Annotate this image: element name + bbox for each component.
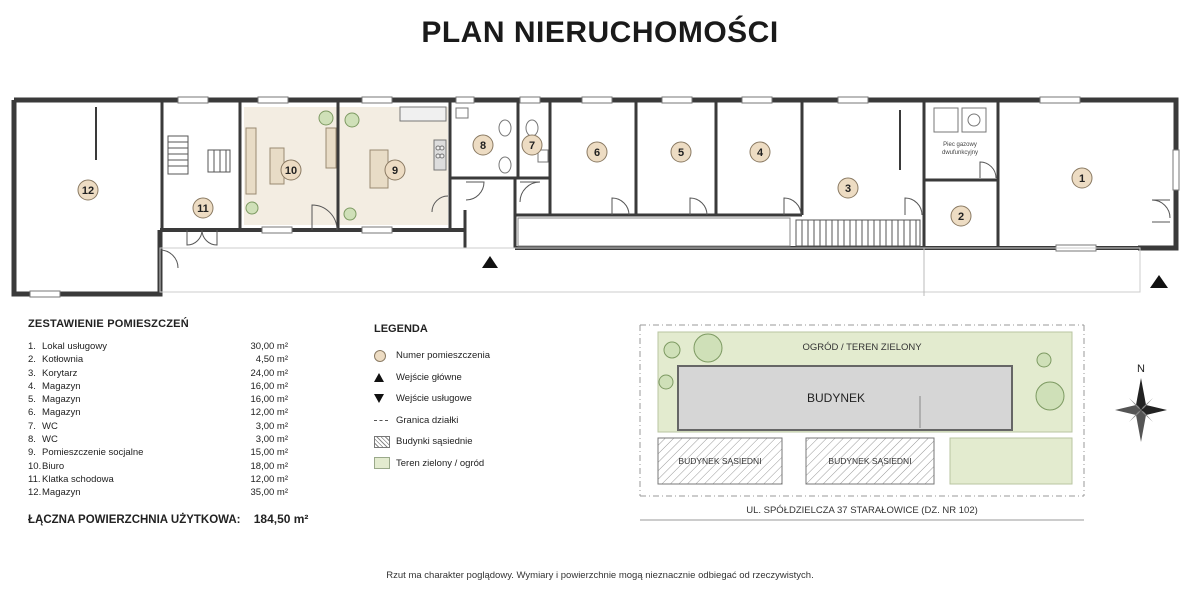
room-row-name: 12.Magazyn <box>28 487 81 499</box>
legend-green-area: Teren zielony / ogród <box>374 453 574 475</box>
total-label: ŁĄCZNA POWIERZCHNIA UŻYTKOWA: <box>28 514 241 526</box>
green-area-small <box>950 438 1072 484</box>
garden-label: OGRÓD / TEREN ZIELONY <box>802 342 922 353</box>
room-number-icon <box>374 350 386 362</box>
green-swatch-icon <box>374 457 390 469</box>
room-row-area: 4,50 m² <box>255 354 288 366</box>
page-title: PLAN NIERUCHOMOŚCI <box>421 16 779 49</box>
legend-room-number: Numer pomieszczenia <box>374 345 574 367</box>
interior-walls <box>96 102 998 248</box>
room-row <box>28 340 288 353</box>
room-row <box>28 486 288 499</box>
room-row-name: 9. Pomieszczenie socjalne <box>28 447 144 459</box>
room-row-area: 3,00 m² <box>255 434 288 446</box>
room-row <box>28 433 288 446</box>
room-row-area: 35,00 m² <box>250 487 288 499</box>
compass-icon <box>1115 363 1167 442</box>
room-row-area: 12,00 m² <box>250 407 288 419</box>
room-row <box>28 393 288 406</box>
room-row-name: 2. Kotłownia <box>28 354 84 366</box>
room-row-area: 24,00 m² <box>250 367 288 379</box>
room-badge-number: 7 <box>528 140 536 152</box>
rooms-heading: ZESTAWIENIE POMIESZCZEŃ <box>28 318 189 330</box>
room-row-name: 11.Klatka schodowa <box>28 473 114 485</box>
north-label: N <box>1137 363 1145 375</box>
room-row-area: 12,00 m² <box>250 473 288 485</box>
room-row-area: 3,00 m² <box>255 420 288 432</box>
room-row-name: 10.Biuro <box>28 460 65 472</box>
room-badge-number: 2 <box>957 211 965 223</box>
main-entrance-icon-2 <box>1150 275 1168 288</box>
room-badge-number: 9 <box>391 165 399 177</box>
neighbour-label-1: BUDYNEK SĄSIEDNI <box>678 456 762 466</box>
address-label: UL. SPÓŁDZIELCZA 37 STARAŁOWICE (DZ. NR 102) <box>746 505 978 516</box>
windows <box>30 97 1179 297</box>
legend-plot-boundary: Granica działki <box>374 410 574 432</box>
room-row-name: 8. WC <box>28 434 58 446</box>
total-area <box>28 512 308 526</box>
room-row <box>28 420 288 433</box>
room-badge-number: 11 <box>197 203 209 215</box>
legend-heading: LEGENDA <box>374 323 428 335</box>
room-row-area: 18,00 m² <box>250 460 288 472</box>
room-row <box>28 353 288 366</box>
building-label: BUDYNEK <box>806 391 866 405</box>
room-badge-number: 12 <box>81 185 95 197</box>
room-badge-number: 4 <box>756 147 764 159</box>
total-value: 184,50 m² <box>253 512 309 526</box>
room-row-area: 16,00 m² <box>250 380 288 392</box>
dash-line-icon <box>374 420 388 421</box>
triangle-up-icon <box>374 373 384 382</box>
site-plan <box>640 325 1084 520</box>
room-row <box>28 473 288 486</box>
room-row-area: 15,00 m² <box>250 447 288 459</box>
room-row <box>28 406 288 419</box>
triangle-down-icon <box>374 394 384 403</box>
room-row-name: 1. Lokal usługowy <box>28 341 107 352</box>
room-row <box>28 367 288 380</box>
room-row-name: 7. WC <box>28 420 58 432</box>
room-badge-number: 10 <box>284 165 298 177</box>
hatch-swatch-icon <box>374 436 390 448</box>
room-row-name: 3. Korytarz <box>28 367 78 379</box>
room-badge-number: 8 <box>479 140 487 152</box>
room-badge-number: 1 <box>1078 173 1086 185</box>
room-row-name: 5. Magazyn <box>28 394 81 406</box>
room-row-name: 4. Magazyn <box>28 380 81 392</box>
external-walls <box>14 100 1176 294</box>
stairs-corridor <box>796 220 920 246</box>
room-row <box>28 460 288 473</box>
boiler-fixtures <box>934 108 986 132</box>
room-badge-number: 3 <box>844 183 852 195</box>
main-entrance-icon <box>482 256 498 268</box>
neighbour-label-2: BUDYNEK SĄSIEDNI <box>828 456 912 466</box>
outside-area <box>160 248 1140 292</box>
legend-main-entrance: Wejście główne <box>374 367 574 389</box>
room-row-name: 6. Magazyn <box>28 407 81 419</box>
room-row-area: 16,00 m² <box>250 394 288 406</box>
legend <box>374 323 574 474</box>
room-row-area: 30,00 m² <box>250 341 288 352</box>
floor-fills <box>18 107 448 291</box>
room-row <box>28 380 288 393</box>
footer-note: Rzut ma charakter poglądowy. Wymiary i powierzchnie mogą nieznacznie odbiegać od rzeczywistych. <box>386 570 814 581</box>
corridor-strip <box>518 218 790 246</box>
room-badge-number: 6 <box>593 147 601 159</box>
legend-service-entrance: Wejście usługowe <box>374 388 574 410</box>
stairs-11 <box>168 136 230 174</box>
boiler-note-2: dwufunkcyjny <box>941 150 979 156</box>
legend-neighbour-buildings: Budynki sąsiednie <box>374 431 574 453</box>
room-row <box>28 446 288 459</box>
boiler-note-1: Piec gazowy <box>943 142 977 148</box>
room-badge-number: 5 <box>677 147 685 159</box>
rooms-list <box>28 318 288 500</box>
